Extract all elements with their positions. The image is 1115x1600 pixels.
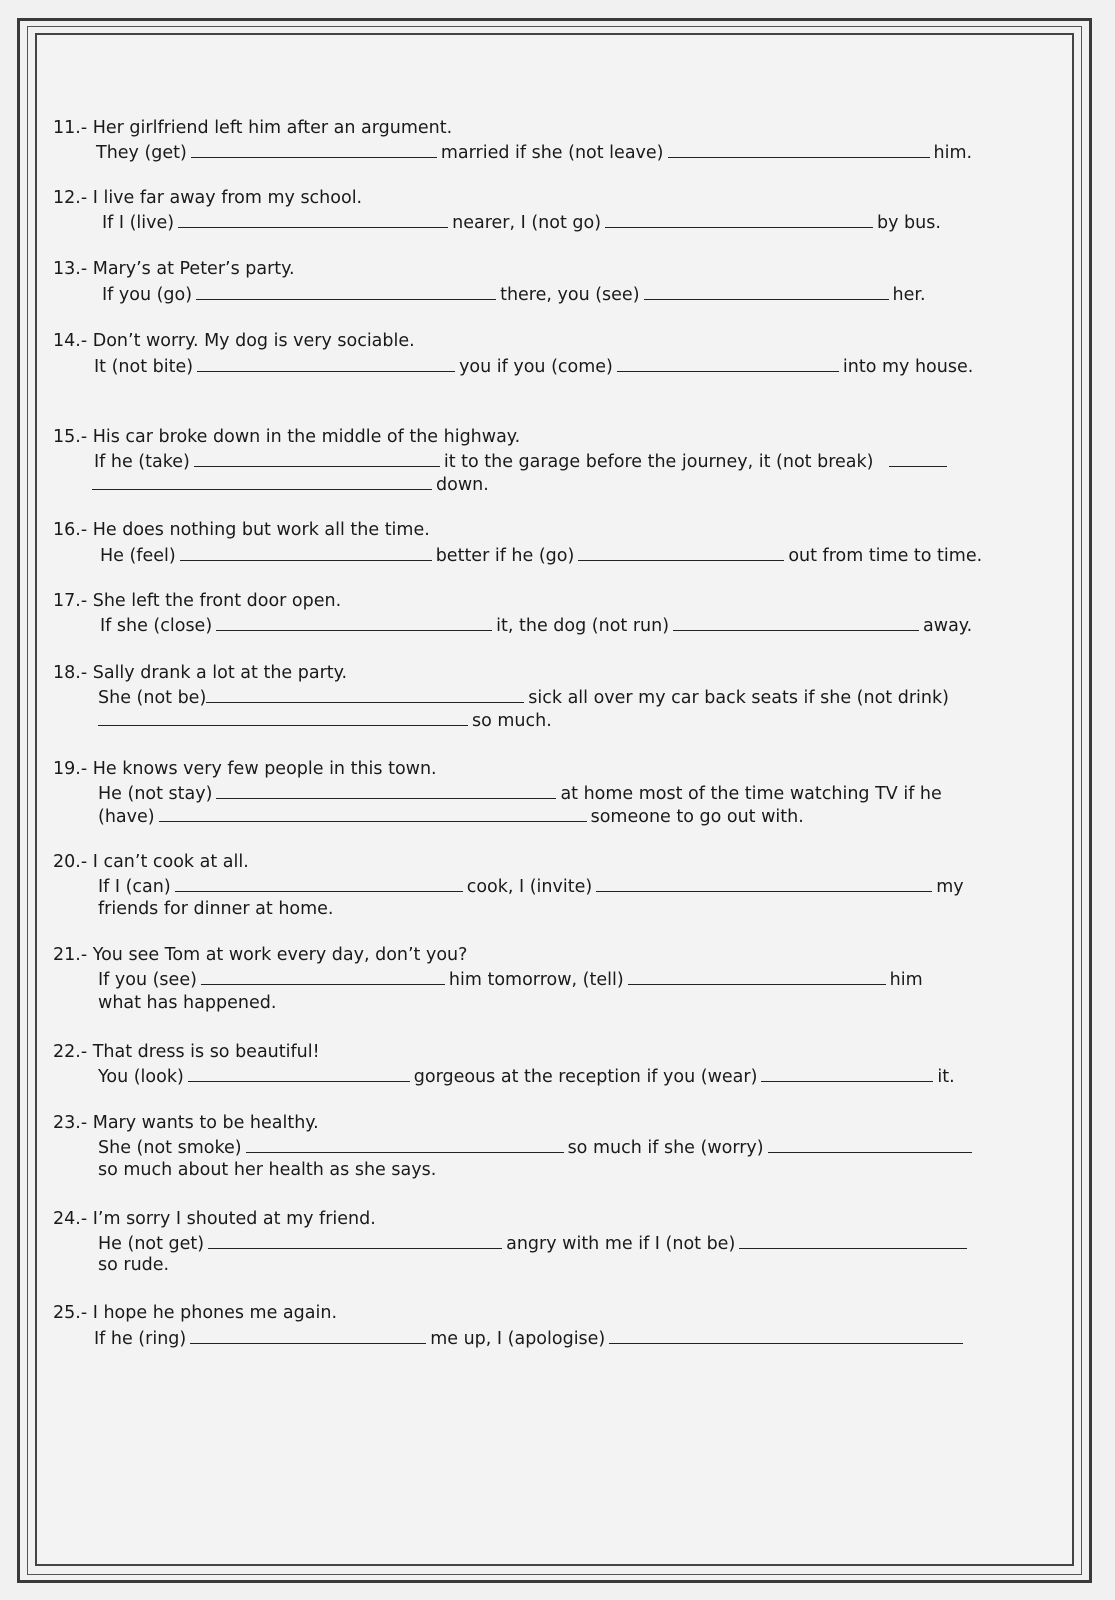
sentence-part: him.: [933, 143, 973, 163]
sentence-part: at home most of the time watching TV if he: [560, 784, 942, 804]
answer-blank[interactable]: [617, 355, 839, 372]
answer-blank[interactable]: [668, 141, 930, 158]
sentence-part: angry with me if I (not be): [506, 1234, 736, 1254]
answer-blank[interactable]: [596, 875, 932, 892]
question-number: 19.-: [53, 759, 88, 779]
answer-blank[interactable]: [92, 473, 432, 490]
sentence-part: cook, I (invite): [466, 877, 593, 897]
answer-blank[interactable]: [216, 614, 492, 631]
answer-blank[interactable]: [98, 709, 468, 726]
sentence-part: so much about her health as she says.: [98, 1160, 437, 1180]
answer-blank[interactable]: [673, 614, 919, 631]
question-number: 22.-: [53, 1042, 88, 1062]
sentence-part: It (not bite): [94, 357, 194, 377]
question-number: 21.-: [53, 945, 88, 965]
sentence-part: If she (close): [100, 616, 213, 636]
sentence-part: there, you (see): [500, 285, 640, 305]
question-prompt: You see Tom at work every day, don’t you?: [92, 945, 468, 965]
sentence-part: He (not get): [98, 1234, 205, 1254]
answer-blank[interactable]: [197, 355, 455, 372]
sentence-part: gorgeous at the reception if you (wear): [413, 1067, 758, 1087]
answer-blank[interactable]: [644, 283, 889, 300]
sentence-part: away.: [923, 616, 973, 636]
sentence-part: down.: [436, 475, 489, 495]
answer-blank[interactable]: [605, 211, 873, 228]
question-prompt: Mary wants to be healthy.: [92, 1113, 319, 1133]
question-number: 11.-: [53, 118, 88, 138]
sentence-part: He (feel): [100, 546, 176, 566]
question-prompt: She left the front door open.: [92, 591, 342, 611]
answer-blank[interactable]: [188, 1065, 410, 1082]
sentence-part: married if she (not leave): [440, 143, 664, 163]
question-prompt: He does nothing but work all the time.: [92, 520, 430, 540]
answer-blank[interactable]: [159, 805, 587, 822]
sentence-part: If I (live): [102, 213, 175, 233]
answer-blank[interactable]: [761, 1065, 933, 1082]
question-prompt: I live far away from my school.: [92, 188, 363, 208]
sentence-part: my: [936, 877, 964, 897]
question-number: 20.-: [53, 852, 88, 872]
sentence-part: him: [889, 970, 923, 990]
sentence-part: you if you (come): [459, 357, 613, 377]
question-prompt: Mary’s at Peter’s party.: [92, 259, 295, 279]
answer-blank[interactable]: [180, 544, 432, 561]
sentence-part: nearer, I (not go): [452, 213, 602, 233]
answer-blank[interactable]: [190, 1327, 426, 1344]
sentence-part: If he (take): [94, 452, 190, 472]
question-number: 18.-: [53, 663, 88, 683]
sentence-part: sick all over my car back seats if she (not drink): [528, 688, 949, 708]
question-prompt: I hope he phones me again.: [92, 1303, 338, 1323]
sentence-part: what has happened.: [98, 993, 277, 1013]
question-number: 23.-: [53, 1113, 88, 1133]
answer-blank[interactable]: [739, 1232, 967, 1249]
question-prompt: Don’t worry. My dog is very sociable.: [92, 331, 415, 351]
answer-blank[interactable]: [201, 968, 445, 985]
question-prompt: I’m sorry I shouted at my friend.: [92, 1209, 376, 1229]
answer-blank[interactable]: [609, 1327, 963, 1344]
question-prompt: That dress is so beautiful!: [92, 1042, 320, 1062]
answer-blank[interactable]: [216, 782, 556, 799]
sentence-part: If he (ring): [94, 1329, 187, 1349]
sentence-part: me up, I (apologise): [430, 1329, 606, 1349]
question-number: 25.-: [53, 1303, 88, 1323]
answer-blank[interactable]: [194, 450, 440, 467]
answer-blank[interactable]: [246, 1136, 564, 1153]
question-prompt: I can’t cook at all.: [92, 852, 249, 872]
question-prompt: Her girlfriend left him after an argument.: [92, 118, 453, 138]
answer-blank[interactable]: [889, 450, 947, 467]
sentence-part: her.: [892, 285, 926, 305]
sentence-part: (have): [98, 807, 155, 827]
question-prompt: Sally drank a lot at the party.: [92, 663, 348, 683]
sentence-part: so much.: [472, 711, 552, 731]
question-number: 24.-: [53, 1209, 88, 1229]
answer-blank[interactable]: [206, 686, 524, 703]
answer-blank[interactable]: [208, 1232, 502, 1249]
sentence-part: If you (see): [98, 970, 197, 990]
answer-blank[interactable]: [178, 211, 448, 228]
question-number: 16.-: [53, 520, 88, 540]
sentence-part: out from time to time.: [788, 546, 983, 566]
question-number: 14.-: [53, 331, 88, 351]
sentence-part: If I (can): [98, 877, 171, 897]
sentence-part: so much if she (worry): [567, 1138, 764, 1158]
answer-blank[interactable]: [196, 283, 496, 300]
sentence-part: If you (go): [102, 285, 193, 305]
sentence-part: him tomorrow, (tell): [448, 970, 624, 990]
question-prompt: His car broke down in the middle of the highway.: [92, 427, 521, 447]
answer-blank[interactable]: [175, 875, 463, 892]
sentence-part: so rude.: [98, 1255, 170, 1275]
sentence-part: She (not smoke): [98, 1138, 242, 1158]
answer-blank[interactable]: [578, 544, 784, 561]
sentence-part: He (not stay): [98, 784, 213, 804]
question-number: 13.-: [53, 259, 88, 279]
sentence-part: better if he (go): [435, 546, 575, 566]
question-prompt: He knows very few people in this town.: [92, 759, 437, 779]
answer-blank[interactable]: [628, 968, 886, 985]
answer-blank[interactable]: [191, 141, 437, 158]
sentence-part: into my house.: [842, 357, 974, 377]
sentence-part: by bus.: [877, 213, 941, 233]
sentence-part: You (look): [98, 1067, 184, 1087]
sentence-part: it, the dog (not run): [496, 616, 670, 636]
sentence-part: friends for dinner at home.: [98, 899, 334, 919]
sentence-part: She (not be): [98, 688, 207, 708]
question-number: 15.-: [53, 427, 88, 447]
answer-blank[interactable]: [768, 1136, 972, 1153]
question-number: 12.-: [53, 188, 88, 208]
question-number: 17.-: [53, 591, 88, 611]
sentence-part: They (get): [96, 143, 187, 163]
sentence-part: someone to go out with.: [590, 807, 804, 827]
sentence-part: it to the garage before the journey, it (not break): [443, 452, 874, 472]
sentence-part: it.: [937, 1067, 955, 1087]
